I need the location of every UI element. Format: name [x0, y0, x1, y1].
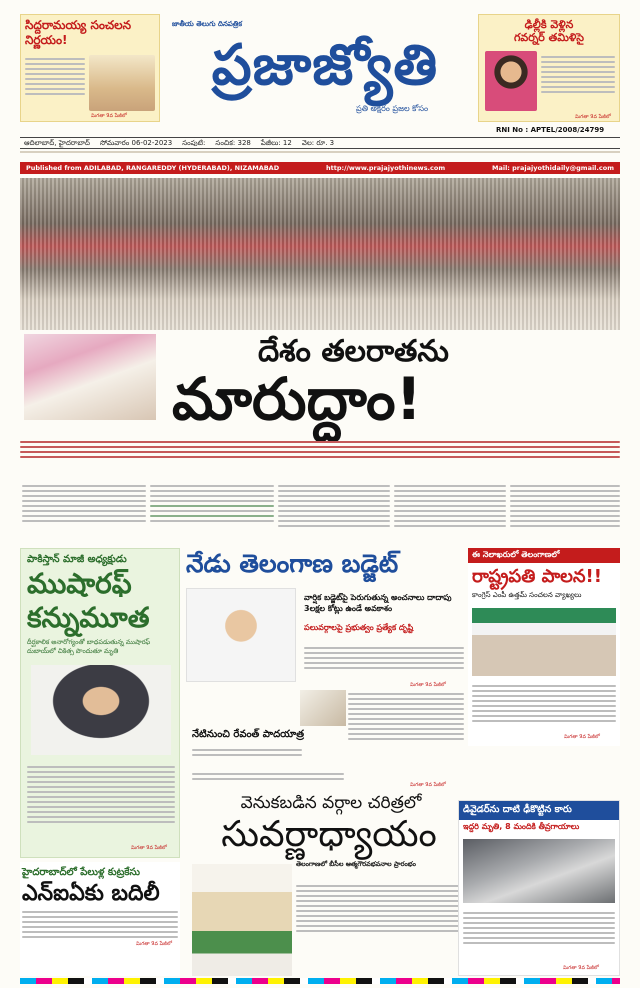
right-teaser-headline-1: ఢిల్లీకి వెళ్లిన	[524, 18, 574, 31]
musharraf-headline-2: కన్నుమూత	[27, 601, 150, 634]
accident-box	[458, 800, 620, 976]
accident-subhead: ఇద్దరి మృతి, 8 మందికి తీవ్రగాయాలు	[463, 822, 580, 831]
revanth-photo	[300, 690, 346, 726]
lead-kicker: దేశం తలరాతను	[258, 334, 449, 369]
lead-headline: మారుద్దాం!	[172, 365, 422, 433]
lead-col-1	[22, 482, 146, 525]
president-rule-box	[468, 548, 620, 746]
president-rule-byline: మిగతా 9వ పేజీలో	[564, 734, 600, 740]
budget-headline: నేడు తెలంగాణ బడ్జెట్	[186, 549, 399, 578]
musharraf-byline: మిగతా 9వ పేజీలో	[131, 845, 167, 851]
right-teaser-byline: మిగతా 9వ పేజీలో	[575, 114, 611, 120]
right-teaser-box	[478, 14, 620, 122]
masthead-tagline: జాతీయ తెలుగు దినపత్రిక	[172, 20, 242, 28]
budget-subhead-2: పలువర్గాలపై ప్రభుత్వం ప్రత్యేక దృష్టి	[304, 623, 414, 632]
president-rule-headline: రాష్ట్రపతి పాలన!!	[472, 566, 602, 587]
left-teaser-byline: మిగతా 9వ పేజీలో	[91, 113, 127, 119]
budget-subhead: వార్షిక బడ్జెట్‌పై పెరుగుతున్న అంచనాలు దాదాపు 3లక్షల కోట్లు ఉండే అవకాశం	[304, 593, 452, 613]
nia-kicker: హైదరాబాద్‌లో పేలుళ్ల కుట్రకేసు	[22, 867, 141, 878]
president-rule-photo	[472, 608, 616, 676]
president-rule-kicker: ఈ నెలాఖరులో తెలంగాణలో	[468, 548, 620, 563]
right-teaser-headline-2: గవర్నర్ తమిళిసై	[513, 31, 585, 44]
rally-crowd-photo	[20, 178, 620, 330]
nia-byline: మిగతా 9వ పేజీలో	[136, 941, 172, 947]
left-teaser-photo	[89, 55, 155, 111]
lead-col-4	[394, 482, 506, 530]
right-teaser-photo	[485, 51, 537, 111]
info-bar	[20, 162, 620, 174]
revanth-headline: నేటినుంచి రేవంత్ పాదయాత్ర	[192, 729, 305, 740]
revanth-byline: మిగతా 9వ పేజీలో	[410, 782, 446, 788]
color-registration-strip	[20, 978, 620, 984]
edition-date: సోమవారం 06-02-2023	[99, 139, 173, 147]
left-teaser-box	[20, 14, 160, 122]
edition-issue: సంచిక: 328	[215, 139, 251, 147]
website-link[interactable]: http://www.prajajyothinews.com	[325, 164, 446, 172]
backward-photo	[192, 864, 292, 976]
accident-photo	[463, 839, 615, 903]
budget-byline: మిగతా 9వ పేజీలో	[410, 682, 446, 688]
nia-box	[20, 862, 180, 976]
musharraf-photo	[31, 665, 171, 755]
edition-volume: సంపుటి:	[182, 139, 206, 147]
edition-bar	[20, 137, 620, 149]
edition-pages: పేజీలు: 12	[260, 139, 292, 147]
lead-summary	[20, 438, 620, 461]
backward-headline: సువర్ణాధ్యాయం	[221, 814, 437, 855]
speaker-photo	[24, 334, 156, 420]
masthead-title: ప్రజాజ్యోతి	[211, 33, 439, 98]
edition-price: వెల: రూ. 3	[301, 139, 335, 147]
lead-col-5	[510, 482, 620, 530]
left-teaser-headline: సిద్దరామయ్య సంచలన నిర్ణయం!	[25, 18, 131, 47]
musharraf-headline-1: ముషారఫ్	[27, 567, 132, 600]
accident-byline: మిగతా 9వ పేజీలో	[563, 965, 599, 971]
calendar-strip	[20, 151, 620, 159]
masthead-motto: ప్రతి అక్షరం ప్రజల కోసం	[356, 104, 429, 113]
mail-address[interactable]: Mail: prajajyothidaily@gmail.com	[491, 164, 614, 172]
edition-place: ఆదిలాబాద్, హైదరాబాద్	[24, 139, 90, 147]
musharraf-box	[20, 548, 180, 858]
budget-photo	[186, 588, 296, 682]
nia-headline: ఎన్ఐఏకు బదిలీ	[22, 881, 160, 906]
musharraf-kicker: పాకిస్తాన్ మాజీ అధ్యక్షుడు	[27, 554, 127, 565]
musharraf-subhead: దీర్ఘకాలిక అనారోగ్యంతో బాధపడుతున్న ముషారఫ్ దుబాయ్‌లో చికిత్స పొందుతూ మృతి	[27, 638, 151, 655]
accident-headline: డివైడర్‌ను దాటి ఢీకొట్టిన కారు	[459, 801, 619, 820]
lead-col-2	[150, 482, 274, 525]
backward-kicker: వెనుకబడిన వర్గాల చరిత్రలో	[240, 793, 422, 813]
president-rule-subhead: కాంగ్రెస్ ఎంపీ ఉత్తమ్ సంచలన వ్యాఖ్యలు	[472, 591, 582, 599]
published-from: Published from ADILABAD, RANGAREDDY (HYDERABAD), NIZAMABAD	[26, 164, 280, 172]
backward-subhead: తెలంగాణలో బీసీల ఆత్మగౌరవభవనాల ప్రారంభం	[296, 860, 416, 868]
lead-col-3	[278, 482, 390, 530]
rni-number: RNI No : APTEL/2008/24799	[496, 126, 605, 134]
